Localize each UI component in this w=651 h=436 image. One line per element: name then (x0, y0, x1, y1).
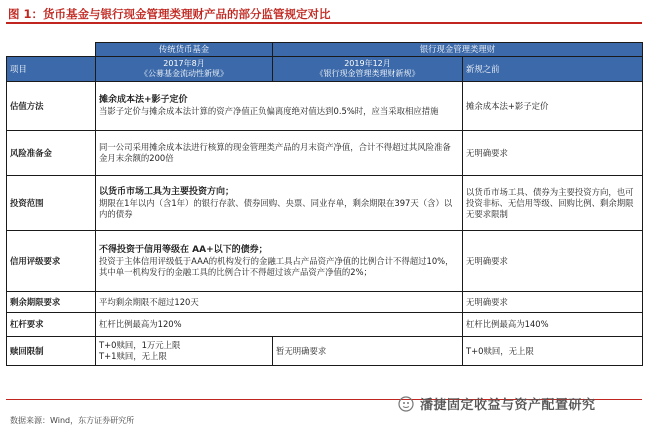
row-redemption (7, 337, 643, 366)
row-label: 投资范围 (7, 176, 96, 231)
row-old-rule: 无明确要求 (463, 231, 643, 292)
row-maturity (7, 292, 643, 313)
row-old-rule: 杠杆比例最高为140% (463, 313, 643, 337)
row-new-text: 当影子定价与摊余成本法计算的资产净值正负偏离度绝对值达到0.5%时，应当采取相应措施 (99, 106, 439, 116)
row-leverage (7, 313, 643, 337)
row-new-text: 平均剩余期限不超过120天 (96, 292, 463, 313)
header-col2-doc: 《银行现金管理类理财新规》 (315, 69, 420, 78)
row-rating (7, 231, 643, 292)
row-new-rule (96, 176, 463, 231)
header-col2 (273, 57, 463, 82)
row-valuation (7, 82, 643, 131)
row-new-rule (96, 82, 463, 131)
header-empty-cell (7, 43, 96, 57)
row-col1-line1: T+0赎回，1万元上限 (99, 340, 181, 350)
row-old-rule: 以货币市场工具、债券为主要投资方向，也可投资非标、无信用等级、回购比例、剩余期限无要求限制 (463, 176, 643, 231)
row-label: 杠杆要求 (7, 313, 96, 337)
row-reserve (7, 131, 643, 176)
row-label: 风险准备金 (7, 131, 96, 176)
watermark-text: 潘捷固定收益与资产配置研究 (420, 398, 596, 413)
row-scope (7, 176, 643, 231)
row-col1-line2: T+1赎回，无上限 (99, 351, 167, 361)
source-note: 数据来源：Wind，东方证券研究所 (10, 416, 135, 425)
row-new-rule (96, 231, 463, 292)
row-new-title: 以货币市场工具为主要投资方向； (99, 186, 235, 197)
row-new-text: 杠杆比例最高为120% (96, 313, 463, 337)
header-group-bank-wealth: 银行现金管理类理财 (273, 43, 643, 57)
row-col1 (96, 337, 273, 366)
header-item: 项目 (7, 57, 96, 82)
row-old-rule: 无明确要求 (463, 292, 643, 313)
header-row (7, 57, 643, 82)
watermark (398, 394, 596, 413)
header-group-money-fund: 传统货币基金 (96, 43, 273, 57)
title-divider (6, 22, 642, 24)
wechat-icon (398, 396, 414, 412)
row-new-text: 同一公司采用摊余成本法进行核算的现金管理类产品的月末资产净值，合计不得超过其风险准备金月末余额的200倍 (96, 131, 463, 176)
header-group-row (7, 43, 643, 57)
header-col2-date: 2019年12月 (344, 59, 391, 68)
row-label: 估值方法 (7, 82, 96, 131)
row-col2: 暂无明确要求 (273, 337, 463, 366)
row-label: 信用评级要求 (7, 231, 96, 292)
row-old-rule: 摊余成本法+影子定价 (463, 82, 643, 131)
comparison-table (6, 42, 643, 366)
header-col1-date: 2017年8月 (163, 59, 205, 68)
row-new-text: 投资于主体信用评级低于AAA的机构发行的金融工具占产品资产净值的比例合计不得超过10%，其中单一机构发行的金融工具的比例合计不得超过该产品资产净值的2%； (99, 255, 454, 277)
row-new-title: 不得投资于信用等级在 AA+以下的债券； (99, 244, 268, 255)
header-col1-doc: 《公募基金流动性新规》 (140, 69, 228, 78)
figure-title: 图 1：货币基金与银行现金管理类理财产品的部分监管规定对比 (8, 7, 331, 21)
row-label: 剩余期限要求 (7, 292, 96, 313)
row-old-rule: 无明确要求 (463, 131, 643, 176)
row-new-title: 摊余成本法+影子定价 (99, 95, 188, 105)
row-label: 赎回限制 (7, 337, 96, 366)
row-new-text: 期限在1年以内（含1年）的银行存款、债券回购、央票、同业存单，剩余期限在397天（含）以内的债券 (99, 197, 453, 219)
header-col1 (96, 57, 273, 82)
header-col3: 新规之前 (463, 57, 643, 82)
row-old-rule: T+0赎回，无上限 (463, 337, 643, 366)
